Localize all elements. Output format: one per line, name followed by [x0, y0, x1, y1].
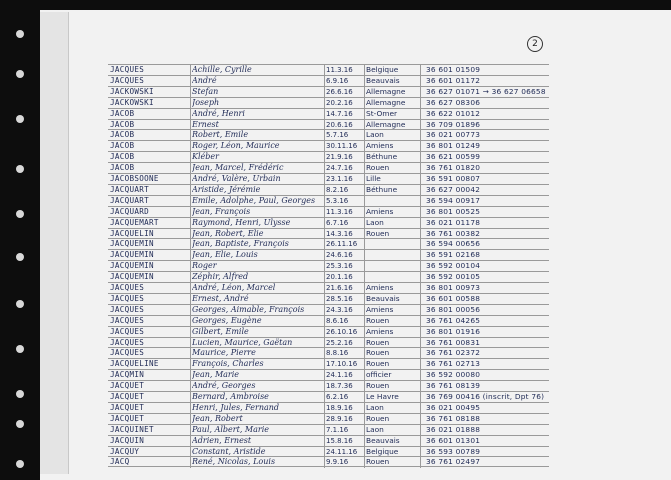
place-cell: Rouen [366, 359, 390, 369]
date-cell: 5.7.16 [326, 131, 349, 140]
date-cell: 6.9.16 [326, 76, 349, 85]
place-cell: Béthune [366, 152, 398, 162]
register-number-cell: 36 761 02713 [426, 359, 481, 369]
table-row [108, 129, 549, 140]
register-number-cell: 36 591 00807 [426, 174, 481, 183]
register-number-cell: 36 601 01509 [426, 65, 481, 74]
table-row [108, 162, 549, 173]
place-cell: Rouen [366, 315, 390, 325]
date-cell: 24.7.16 [326, 164, 353, 173]
table-row [108, 75, 549, 86]
date-cell: 8.6.16 [326, 316, 349, 325]
given-names-cell: René, Nicolas, Louis [192, 457, 276, 467]
binder-hole [16, 210, 24, 218]
given-names-cell: Constant, Aristide [192, 446, 266, 456]
given-names-cell: Paul, Albert, Marie [192, 424, 269, 434]
table-row [108, 456, 549, 467]
date-cell: 24.3.16 [326, 305, 353, 314]
surname-cell: JACQUEMIN [110, 272, 154, 282]
date-cell: 18.7.36 [326, 382, 353, 391]
surname-cell: JACQUEMART [110, 217, 159, 227]
date-cell: 24.6.16 [326, 251, 353, 260]
surname-cell: JACQUART [110, 184, 149, 194]
surname-cell: JACQUARD [110, 206, 149, 216]
date-cell: 7.1.16 [326, 425, 349, 434]
binder-hole [16, 420, 24, 428]
date-cell: 14.7.16 [326, 109, 353, 118]
date-cell: 6.2.16 [326, 393, 349, 401]
date-cell: 18.9.16 [326, 403, 353, 412]
given-names-cell: Joseph [192, 97, 220, 107]
binder-hole [16, 300, 24, 308]
surname-cell: JACQUELINE [110, 359, 159, 369]
given-names-cell: André [192, 75, 217, 85]
register-number-cell: 36 761 02372 [426, 348, 481, 358]
table-row [108, 228, 549, 239]
table-row [108, 173, 549, 184]
date-cell: 28.5.16 [326, 294, 353, 303]
surname-cell: JACQUES [110, 75, 145, 85]
surname-cell: JACQUET [110, 413, 145, 423]
given-names-cell: François, Charles [192, 359, 264, 369]
register-number-cell: 36 622 01012 [426, 108, 481, 118]
register-number-cell: 36 594 00917 [426, 195, 481, 205]
table-row [108, 293, 549, 304]
surname-cell: JACQUET [110, 392, 145, 401]
register-number-cell: 36 761 08188 [426, 413, 481, 423]
place-cell: Allemagne [366, 119, 406, 129]
register-number-cell: 36 801 01249 [426, 141, 481, 151]
place-cell: Rouen [366, 348, 390, 358]
given-names-cell: Jean, Robert [192, 413, 243, 423]
given-names-cell: Maurice, Pierre [192, 348, 256, 358]
table-row [108, 151, 549, 162]
page-binding-strip [40, 12, 69, 474]
surname-cell: JACQUET [110, 402, 145, 412]
surname-cell: JACOB [110, 152, 135, 162]
date-cell: 21.9.16 [326, 153, 353, 162]
place-cell: Laon [366, 217, 384, 227]
register-number-cell: 36 021 01888 [426, 424, 481, 434]
given-names-cell: Jean, Robert, Elie [192, 228, 264, 238]
given-names-cell: Ernest, André [192, 293, 249, 303]
table-row [108, 64, 549, 75]
register-number-cell: 36 761 04265 [426, 315, 481, 325]
register-number-cell: 36 601 01301 [426, 435, 481, 445]
register-number-cell: 36 761 00831 [426, 337, 481, 347]
surname-cell: JACQUES [110, 293, 145, 303]
date-cell: 24.11.16 [326, 447, 358, 456]
given-names-cell: Lucien, Maurice, Gaëtan [192, 337, 293, 347]
register-number-cell: 36 627 01071 → 36 627 06658 [426, 86, 546, 96]
given-names-cell: Roger [192, 261, 217, 271]
register-number-cell: 36 801 01916 [426, 326, 481, 336]
table-row [108, 271, 549, 282]
surname-cell: JACQUES [110, 283, 145, 292]
table-row [108, 369, 549, 380]
surname-cell: JACOB [110, 163, 135, 173]
place-cell: Belgique [366, 65, 399, 74]
register-table [108, 64, 549, 468]
binder-hole [16, 70, 24, 78]
register-number-cell: 36 761 08139 [426, 381, 481, 391]
given-names-cell: Bernard, Ambroise [192, 392, 269, 401]
date-cell: 11.3.16 [326, 66, 353, 74]
place-cell: officier [366, 370, 392, 380]
given-names-cell: Georges, Aimable, François [192, 304, 305, 314]
register-number-cell: 36 591 02168 [426, 250, 481, 260]
register-number-cell: 36 021 00773 [426, 130, 481, 140]
place-cell: Rouen [366, 381, 390, 391]
register-number-cell: 36 601 01172 [426, 75, 481, 85]
table-row [108, 238, 549, 249]
table-row [108, 380, 549, 391]
place-cell: Béthune [366, 184, 398, 194]
surname-cell: JACOB [110, 119, 135, 129]
table-row [108, 140, 549, 151]
register-number-cell: 36 021 01178 [426, 217, 481, 227]
surname-cell: JACQ [110, 457, 130, 467]
register-number-cell: 36 601 00588 [426, 293, 481, 303]
place-cell: Belgique [366, 446, 399, 456]
given-names-cell: Emile, Adolphe, Paul, Georges [192, 195, 316, 205]
place-cell: Amiens [366, 326, 394, 336]
surname-cell: JACQUEMIN [110, 239, 154, 249]
table-row [108, 446, 549, 457]
register-number-cell: 36 769 00416 (inscrit, Dpt 76) [426, 392, 545, 401]
binder-hole [16, 460, 24, 468]
date-cell: 6.7.16 [326, 218, 349, 227]
table-row [108, 347, 549, 358]
table-row [108, 435, 549, 446]
surname-cell: JACQUES [110, 304, 145, 314]
date-cell: 23.1.16 [326, 175, 353, 183]
place-cell: Allemagne [366, 97, 406, 107]
place-cell: Amiens [366, 206, 394, 216]
table-row [108, 195, 549, 206]
surname-cell: JACOB [110, 141, 135, 151]
date-cell: 17.10.16 [326, 360, 358, 369]
given-names-cell: André, Léon, Marcel [192, 283, 276, 292]
date-cell: 26.6.16 [326, 87, 353, 96]
surname-cell: JACQUIN [110, 435, 145, 445]
table-row [108, 86, 549, 97]
given-names-cell: Georges, Eugène [192, 315, 262, 325]
given-names-cell: Zéphir, Alfred [192, 272, 249, 282]
table-row [108, 337, 549, 348]
surname-cell: JACQUES [110, 348, 145, 358]
given-names-cell: Robert, Emile [192, 130, 249, 140]
given-names-cell: André, Georges [192, 381, 256, 391]
surname-cell: JACQUINET [110, 424, 154, 434]
register-number-cell: 36 592 00105 [426, 272, 481, 282]
place-cell: St-Omer [366, 108, 398, 118]
register-number-cell: 36 761 00382 [426, 228, 481, 238]
given-names-cell: Stefan [192, 86, 219, 96]
date-cell: 14.3.16 [326, 229, 353, 238]
place-cell: Beauvais [366, 435, 400, 445]
place-cell: Amiens [366, 283, 394, 292]
binder-hole [16, 30, 24, 38]
place-cell: Rouen [366, 337, 390, 347]
given-names-cell: André, Henri [192, 108, 245, 118]
given-names-cell: Jean, Elie, Louis [192, 250, 258, 260]
given-names-cell: Ernest [192, 119, 219, 129]
date-cell: 20.2.16 [326, 98, 353, 107]
given-names-cell: Jean, Baptiste, François [192, 239, 289, 249]
given-names-cell: Jean, François [192, 206, 251, 216]
table-row [108, 119, 549, 130]
date-cell: 11.3.16 [326, 207, 353, 216]
given-names-cell: Henri, Jules, Fernand [192, 402, 280, 412]
given-names-cell: Gilbert, Emile [192, 326, 249, 336]
register-number-cell: 36 761 02497 [426, 457, 481, 467]
table-row [108, 97, 549, 108]
table-row [108, 391, 549, 402]
date-cell: 8.2.16 [326, 185, 349, 194]
date-cell: 24.1.16 [326, 371, 353, 380]
register-number-cell: 36 592 00104 [426, 261, 481, 271]
place-cell: Allemagne [366, 86, 406, 96]
date-cell: 25.2.16 [326, 338, 353, 347]
register-number-cell: 36 621 00599 [426, 152, 481, 162]
date-cell: 26.10.16 [326, 327, 358, 336]
surname-cell: JACQUES [110, 337, 145, 347]
table-row [108, 402, 549, 413]
table-row [108, 108, 549, 119]
place-cell: Laon [366, 402, 384, 412]
date-cell: 9.9.16 [326, 458, 349, 467]
register-number-cell: 36 801 00056 [426, 304, 481, 314]
surname-cell: JACOBSOONE [110, 174, 159, 183]
date-cell: 5.3.16 [326, 196, 349, 205]
register-number-cell: 36 761 01820 [426, 163, 481, 173]
surname-cell: JACOB [110, 108, 135, 118]
date-cell: 26.11.16 [326, 240, 358, 249]
binder-hole [16, 345, 24, 353]
date-cell: 8.8.16 [326, 349, 349, 358]
table-row [108, 315, 549, 326]
register-number-cell: 36 594 00656 [426, 239, 481, 249]
place-cell: Beauvais [366, 293, 400, 303]
given-names-cell: Adrien, Ernest [192, 435, 252, 445]
surname-cell: JACQUES [110, 65, 145, 74]
place-cell: Lille [366, 174, 381, 183]
surname-cell: JACQUELIN [110, 228, 154, 238]
binder-hole [16, 390, 24, 398]
table-row [108, 326, 549, 337]
place-cell: Beauvais [366, 75, 400, 85]
register-number-cell: 36 627 08306 [426, 97, 481, 107]
table-row [108, 184, 549, 195]
surname-cell: JACOB [110, 130, 135, 140]
place-cell: Laon [366, 130, 384, 140]
given-names-cell: André, Valère, Urbain [192, 174, 281, 183]
place-cell: Rouen [366, 163, 390, 173]
surname-cell: JACQUET [110, 381, 145, 391]
table-row [108, 282, 549, 293]
register-number-cell: 36 709 01896 [426, 119, 481, 129]
given-names-cell: Aristide, Jérémie [192, 184, 261, 194]
register-number-cell: 36 801 00973 [426, 283, 481, 292]
date-cell: 25.3.16 [326, 262, 353, 271]
register-number-cell: 36 592 00080 [426, 370, 481, 380]
given-names-cell: Raymond, Henri, Ulysse [192, 217, 291, 227]
register-number-cell: 36 627 00042 [426, 184, 481, 194]
table-row [108, 206, 549, 217]
surname-cell: JACKOWSKI [110, 86, 154, 96]
register-number-cell: 36 021 00495 [426, 402, 481, 412]
given-names-cell: Roger, Léon, Maurice [192, 141, 280, 151]
register-number-cell: 36 801 00525 [426, 206, 481, 216]
surname-cell: JACQUES [110, 326, 145, 336]
date-cell: 15.8.16 [326, 436, 353, 445]
surname-cell: JACQUART [110, 195, 149, 205]
surname-cell: JACQMIN [110, 370, 145, 380]
table-row [108, 413, 549, 424]
given-names-cell: Jean, Marcel, Frédéric [192, 163, 284, 173]
table-row [108, 217, 549, 228]
page-number: 2 [527, 36, 543, 52]
table-row [108, 358, 549, 369]
date-cell: 28.9.16 [326, 414, 353, 423]
place-cell: Rouen [366, 413, 390, 423]
place-cell: Rouen [366, 228, 390, 238]
binder-hole [16, 253, 24, 261]
place-cell: Laon [366, 424, 384, 434]
table-row [108, 424, 549, 435]
date-cell: 30.11.16 [326, 142, 358, 151]
place-cell: Rouen [366, 457, 390, 467]
binder-hole [16, 115, 24, 123]
date-cell: 21.6.16 [326, 284, 353, 292]
surname-cell: JACQUY [110, 446, 140, 456]
place-cell: Amiens [366, 141, 394, 151]
binder-hole [16, 165, 24, 173]
surname-cell: JACQUEMIN [110, 261, 154, 271]
date-cell: 20.1.16 [326, 273, 353, 282]
given-names-cell: Achille, Cyrille [192, 65, 252, 74]
register-number-cell: 36 593 00789 [426, 446, 481, 456]
place-cell: Le Havre [366, 392, 399, 401]
table-row [108, 260, 549, 271]
surname-cell: JACQUES [110, 315, 145, 325]
table-row [108, 304, 549, 315]
date-cell: 20.6.16 [326, 120, 353, 129]
table-row [108, 249, 549, 260]
surname-cell: JACQUEMIN [110, 250, 154, 260]
place-cell: Amiens [366, 304, 394, 314]
given-names-cell: Jean, Marie [192, 370, 240, 380]
surname-cell: JACKOWSKI [110, 97, 154, 107]
given-names-cell: Kléber [192, 152, 219, 162]
